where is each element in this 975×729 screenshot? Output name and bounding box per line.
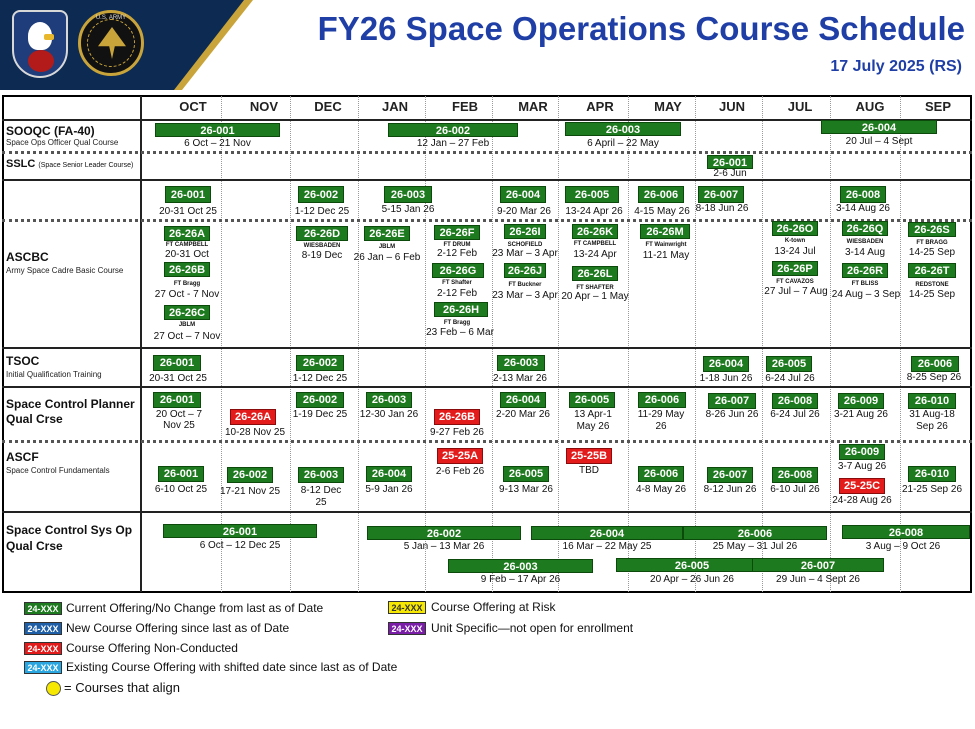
course-box[interactable]: 26-008: [840, 186, 886, 203]
course-box[interactable]: 26-004: [366, 466, 412, 482]
course-date: 13-24 Jul: [774, 246, 816, 257]
row-sub-tsoc: Initial Qualification Training: [6, 370, 102, 379]
course-date: Sep 26: [916, 421, 948, 432]
unit-course-box[interactable]: 26-26K: [572, 224, 618, 239]
course-date: 20-31 Oct: [165, 249, 209, 260]
course-box[interactable]: 26-004: [703, 356, 749, 372]
course-date: 25: [315, 497, 327, 508]
unit-location: FT CAMPBELL: [573, 241, 617, 247]
course-box[interactable]: 26-004: [531, 526, 683, 540]
row-divider: [2, 347, 972, 349]
course-box[interactable]: 26-002: [296, 355, 344, 371]
course-box[interactable]: 26-002: [296, 392, 344, 408]
army-seal-logo: U.S. ARMY: [78, 10, 144, 76]
course-box[interactable]: 26-002: [227, 467, 273, 483]
course-box[interactable]: 26-006: [638, 392, 686, 408]
course-box-non-conducted[interactable]: 25-25A: [437, 448, 483, 464]
course-date: 9-13 Mar 26: [499, 484, 553, 495]
course-box[interactable]: 26-009: [839, 444, 885, 460]
course-box[interactable]: 26-007: [707, 467, 753, 483]
course-date: 6-24 Jul 26: [765, 373, 815, 384]
month-header-mar: MAR: [518, 99, 548, 114]
course-date: 31 Aug-18: [909, 409, 955, 420]
unit-course-box[interactable]: 26-26Q: [842, 221, 888, 236]
unit-course-box[interactable]: 26-26D: [296, 226, 348, 241]
unit-course-box[interactable]: 26-26T: [908, 263, 956, 278]
row-title-scpqc-1: Space Control Planner: [6, 397, 135, 411]
unit-location: K-town: [784, 238, 806, 244]
course-box[interactable]: 26-004: [500, 392, 546, 408]
month-header-jul: JUL: [787, 99, 813, 114]
course-box[interactable]: 26-009: [838, 393, 884, 409]
row-title-ascf: ASCF: [6, 450, 39, 464]
unit-course-box[interactable]: 26-26R: [842, 263, 888, 278]
course-date: 13 Apr-1: [574, 409, 612, 420]
course-box[interactable]: 26-007: [708, 393, 756, 409]
course-date: 14-25 Sep: [908, 247, 956, 258]
course-date: 2-12 Feb: [436, 248, 478, 259]
course-date: 6 Oct – 12 Dec 25: [199, 540, 281, 551]
course-date: 3-14 Aug: [844, 247, 886, 258]
unit-course-box[interactable]: 26-26O: [772, 221, 818, 236]
row-title-scsoqc-2: Qual Crse: [6, 539, 63, 553]
course-box[interactable]: 26-006: [911, 356, 959, 372]
course-box[interactable]: 26-004: [821, 120, 937, 134]
course-date: 3 Aug – 9 Oct 26: [865, 541, 941, 552]
course-date: 4-15 May 26: [634, 206, 690, 217]
course-box[interactable]: 26-007: [698, 186, 744, 203]
month-header-apr: APR: [586, 99, 614, 114]
course-box[interactable]: 26-001: [155, 123, 280, 137]
unit-course-box[interactable]: 26-26I: [504, 224, 546, 239]
row-divider: [2, 440, 972, 443]
course-box-non-conducted[interactable]: 25-25C: [839, 478, 885, 494]
course-date: 27 Oct – 7 Nov: [153, 331, 221, 342]
page-title: FY26 Space Operations Course Schedule: [317, 10, 965, 47]
unit-location: FT SHAFTER: [576, 285, 614, 291]
legend-swatch-current: 24-XXX: [24, 602, 62, 615]
course-box[interactable]: 26-003: [298, 467, 344, 483]
course-date: 26 Jan – 6 Feb: [353, 252, 421, 263]
row-sub-ascf: Space Control Fundamentals: [6, 466, 110, 475]
course-box[interactable]: 26-005: [766, 356, 812, 372]
course-date: 24-28 Aug 26: [832, 495, 892, 506]
label-column-divider: [140, 96, 142, 592]
course-box-non-conducted[interactable]: 26-26B: [434, 409, 480, 425]
course-box[interactable]: 26-001: [165, 186, 211, 203]
unit-location: FT Shafter: [442, 280, 472, 286]
legend-swatch-unit-specific: 24-XXX: [388, 622, 426, 635]
course-date: 20-31 Oct 25: [149, 373, 207, 384]
course-date: 17-21 Nov 25: [219, 486, 281, 497]
row-divider: [2, 511, 972, 513]
course-date: 2-20 Mar 26: [496, 409, 550, 420]
legend-swatch-non-conducted: 24-XXX: [24, 642, 62, 655]
course-date: 23 Mar – 3 Apr: [492, 290, 558, 301]
course-date: 20 Jul – 4 Sept: [845, 136, 913, 147]
course-date: 27 Oct - 7 Nov: [154, 289, 220, 300]
course-box[interactable]: 26-010: [908, 393, 956, 409]
month-header-dec: DEC: [314, 99, 342, 114]
course-box[interactable]: 26-006: [638, 186, 684, 203]
course-box[interactable]: 26-001: [153, 355, 201, 371]
row-title-ascbc: ASCBC: [6, 250, 49, 264]
unit-location: JBLM: [378, 244, 396, 250]
month-column-divider: [762, 96, 763, 592]
legend-swatch-shifted: 24-XXX: [24, 661, 62, 674]
course-date: 6-10 Oct 25: [154, 484, 208, 495]
command-logo: [12, 10, 68, 78]
course-date: 3-14 Aug 26: [836, 203, 890, 214]
unit-course-box[interactable]: 26-26F: [434, 225, 480, 240]
month-header-nov: NOV: [249, 99, 279, 114]
unit-course-box[interactable]: 26-26H: [434, 302, 488, 317]
month-header-jan: JAN: [381, 99, 408, 114]
unit-location: FT DRUM: [443, 242, 471, 248]
course-date: 10-28 Nov 25: [224, 427, 286, 438]
course-date: 26: [655, 421, 667, 432]
course-box[interactable]: 26-003: [565, 122, 681, 136]
course-date: 2-6 Jun: [713, 168, 747, 179]
course-date: 8-12 Dec: [300, 485, 342, 496]
course-box[interactable]: 26-003: [384, 186, 432, 203]
row-sub-ascbc: Army Space Cadre Basic Course: [6, 266, 124, 275]
course-date: 14-25 Sep: [908, 289, 956, 300]
course-box[interactable]: 26-003: [448, 559, 593, 573]
row-title-scpqc-2: Qual Crse: [6, 412, 63, 426]
course-date: 9-27 Feb 26: [430, 427, 484, 438]
month-column-divider: [628, 96, 629, 592]
unit-location: FT BLISS: [851, 281, 879, 287]
legend-swatch-at-risk: 24-XXX: [388, 601, 426, 614]
row-sub-sooqc: Space Ops Officer Qual Course: [6, 138, 119, 147]
course-date: 6 Oct – 21 Nov: [184, 138, 251, 149]
course-box[interactable]: 26-008: [842, 525, 970, 539]
course-date: 23 Mar – 3 Apr: [492, 248, 558, 259]
course-box[interactable]: 26-002: [298, 186, 344, 203]
course-date: 8-12 Jun 26: [703, 484, 757, 495]
course-date: 20 Apr – 26 Jun 26: [650, 574, 734, 585]
unit-location: REDSTONE: [915, 282, 949, 288]
course-box[interactable]: 26-005: [503, 466, 549, 482]
course-date: 2-12 Feb: [436, 288, 478, 299]
course-date: 13-24 Apr: [573, 249, 617, 260]
course-box[interactable]: 26-004: [500, 186, 546, 203]
course-date: 2-6 Feb 26: [435, 466, 485, 477]
unit-course-box[interactable]: 26-26A: [164, 226, 210, 241]
course-date: 3-7 Aug 26: [837, 461, 887, 472]
legend-dot-text: = Courses that align: [64, 680, 180, 695]
course-date: 21-25 Sep 26: [901, 484, 963, 495]
course-date: 9-20 Mar 26: [497, 206, 551, 217]
course-box[interactable]: 26-006: [638, 466, 684, 482]
course-box[interactable]: 26-003: [497, 355, 545, 371]
unit-location: WIESBADEN: [303, 243, 341, 249]
month-column-divider: [558, 96, 559, 592]
course-date: 16 Mar – 22 May 25: [562, 541, 652, 552]
course-box[interactable]: 26-001: [158, 466, 204, 482]
legend-text: Course Offering at Risk: [431, 600, 556, 614]
course-date: 1-19 Dec 25: [292, 409, 348, 420]
month-column-divider: [358, 96, 359, 592]
legend-text: Unit Specific—not open for enrollment: [431, 621, 634, 635]
unit-location: WIESBADEN: [846, 239, 884, 245]
course-date: 6-10 Jul 26: [770, 484, 820, 495]
month-header-feb: FEB: [452, 99, 478, 114]
course-date: 13-24 Apr 26: [565, 206, 623, 217]
course-box[interactable]: 26-001: [153, 392, 201, 408]
unit-location: FT Bragg: [443, 320, 471, 326]
unit-course-box[interactable]: 26-26J: [504, 263, 546, 278]
month-column-divider: [492, 96, 493, 592]
course-box-non-conducted[interactable]: 25-25B: [566, 448, 612, 464]
month-column-divider: [290, 96, 291, 592]
unit-location: FT BRAGG: [916, 240, 948, 246]
row-title-tsoc: TSOC: [6, 354, 40, 368]
course-box[interactable]: 26-005: [569, 392, 615, 408]
course-box[interactable]: 26-008: [772, 467, 818, 483]
course-date: 25 May – 31 Jul 26: [712, 541, 798, 552]
course-date: 5-9 Jan 26: [365, 484, 413, 495]
legend-swatch-new: 24-XXX: [24, 622, 62, 635]
unit-course-box[interactable]: 26-26L: [572, 266, 618, 281]
course-date: 4-8 May 26: [635, 484, 687, 495]
course-date: 8-19 Dec: [301, 250, 343, 261]
course-box[interactable]: 26-007: [752, 558, 884, 572]
unit-course-box[interactable]: 26-26E: [364, 226, 410, 241]
course-date: 23 Feb – 6 Mar: [426, 327, 494, 338]
unit-course-box[interactable]: 26-26P: [772, 261, 818, 276]
legend-text: New Course Offering since last as of Date: [66, 621, 290, 635]
unit-location: FT Wainwright: [645, 242, 687, 248]
unit-course-box[interactable]: 26-26S: [908, 222, 956, 237]
month-header-may: MAY: [654, 99, 682, 114]
unit-location: SCHOFIELD: [507, 242, 543, 248]
course-box[interactable]: 26-006: [683, 526, 827, 540]
course-date: 12 Jan – 27 Feb: [416, 138, 490, 149]
month-header-jun: JUN: [718, 99, 745, 114]
course-date: 24 Aug – 3 Sep: [831, 289, 901, 300]
course-date: 1-18 Jun 26: [699, 373, 753, 384]
course-date: 9 Feb – 17 Apr 26: [480, 574, 561, 585]
course-date: 3-21 Aug 26: [834, 409, 888, 420]
course-box[interactable]: 26-008: [772, 393, 818, 409]
course-date: May 26: [576, 421, 610, 432]
month-column-divider: [900, 96, 901, 592]
month-header-sep: SEP: [924, 99, 951, 114]
row-title-scsoqc-1: Space Control Sys Op: [6, 523, 133, 537]
course-box[interactable]: 26-005: [616, 558, 768, 572]
legend-text: Course Offering Non-Conducted: [66, 641, 238, 655]
course-box[interactable]: 26-002: [388, 123, 518, 137]
course-date: 2-13 Mar 26: [493, 373, 547, 384]
course-date: TBD: [579, 465, 599, 476]
legend-text: Current Offering/No Change from last as of Date: [66, 601, 324, 615]
month-header-oct: OCT: [179, 99, 207, 114]
course-box[interactable]: 26-001: [707, 155, 753, 169]
row-divider: [2, 179, 972, 181]
course-date: 1-12 Dec 25: [292, 373, 348, 384]
course-date: 20 Oct – 7: [155, 409, 203, 420]
legend-text: Existing Course Offering with shifted date since last as of Date: [66, 660, 398, 674]
month-column-divider: [221, 96, 222, 592]
row-divider: [2, 151, 972, 154]
course-date: Nov 25: [163, 420, 195, 431]
unit-course-box[interactable]: 26-26M: [640, 224, 690, 239]
course-box-non-conducted[interactable]: 26-26A: [230, 409, 276, 425]
course-date: 8-25 Sep 26: [906, 372, 962, 383]
row-divider: [2, 386, 972, 388]
page-date: 17 July 2025 (RS): [830, 58, 962, 75]
course-date: 12-30 Jan 26: [359, 409, 419, 420]
course-box[interactable]: 26-002: [367, 526, 521, 540]
course-date: 5-15 Jan 26: [381, 204, 435, 215]
align-dot-icon: [46, 681, 61, 696]
course-box[interactable]: 26-010: [908, 466, 956, 482]
course-box[interactable]: 26-005: [565, 186, 619, 203]
course-box[interactable]: 26-001: [163, 524, 317, 538]
course-date: 8-26 Jun 26: [705, 409, 759, 420]
month-column-divider: [425, 96, 426, 592]
schedule-grid: [2, 95, 972, 593]
unit-location: FT CAVAZOS: [776, 279, 814, 285]
month-header-aug: AUG: [855, 99, 885, 114]
course-date: 6 April – 22 May: [587, 138, 659, 149]
row-title-sslc: SSLC (Space Senior Leader Course): [6, 158, 134, 170]
course-date: 1-12 Dec 25: [294, 206, 350, 217]
course-date: 11-29 May: [637, 409, 685, 420]
unit-course-box[interactable]: 26-26B: [164, 262, 210, 277]
row-divider: [2, 219, 972, 222]
course-date: 20 Apr – 1 May: [561, 291, 629, 302]
course-date: 11-21 May: [642, 250, 690, 261]
unit-location: FT Bragg: [173, 281, 201, 287]
row-title-sooqc: SOOQC (FA-40): [6, 124, 95, 138]
course-date: 20-31 Oct 25: [159, 206, 217, 217]
course-date: 27 Jul – 7 Aug: [764, 286, 828, 297]
unit-course-box[interactable]: 26-26G: [432, 263, 484, 278]
month-column-divider: [830, 96, 831, 592]
course-date: 6-24 Jul 26: [770, 409, 820, 420]
unit-location: FT CAMPBELL: [165, 242, 209, 248]
unit-course-box[interactable]: 26-26C: [164, 305, 210, 320]
unit-location: JBLM: [178, 322, 196, 328]
unit-location: FT Buckner: [508, 282, 542, 288]
course-date: 29 Jun – 4 Sept 26: [776, 574, 860, 585]
course-date: 8-18 Jun 26: [695, 203, 749, 214]
course-box[interactable]: 26-003: [366, 392, 412, 408]
course-date: 5 Jan – 13 Mar 26: [403, 541, 485, 552]
month-column-divider: [695, 96, 696, 592]
